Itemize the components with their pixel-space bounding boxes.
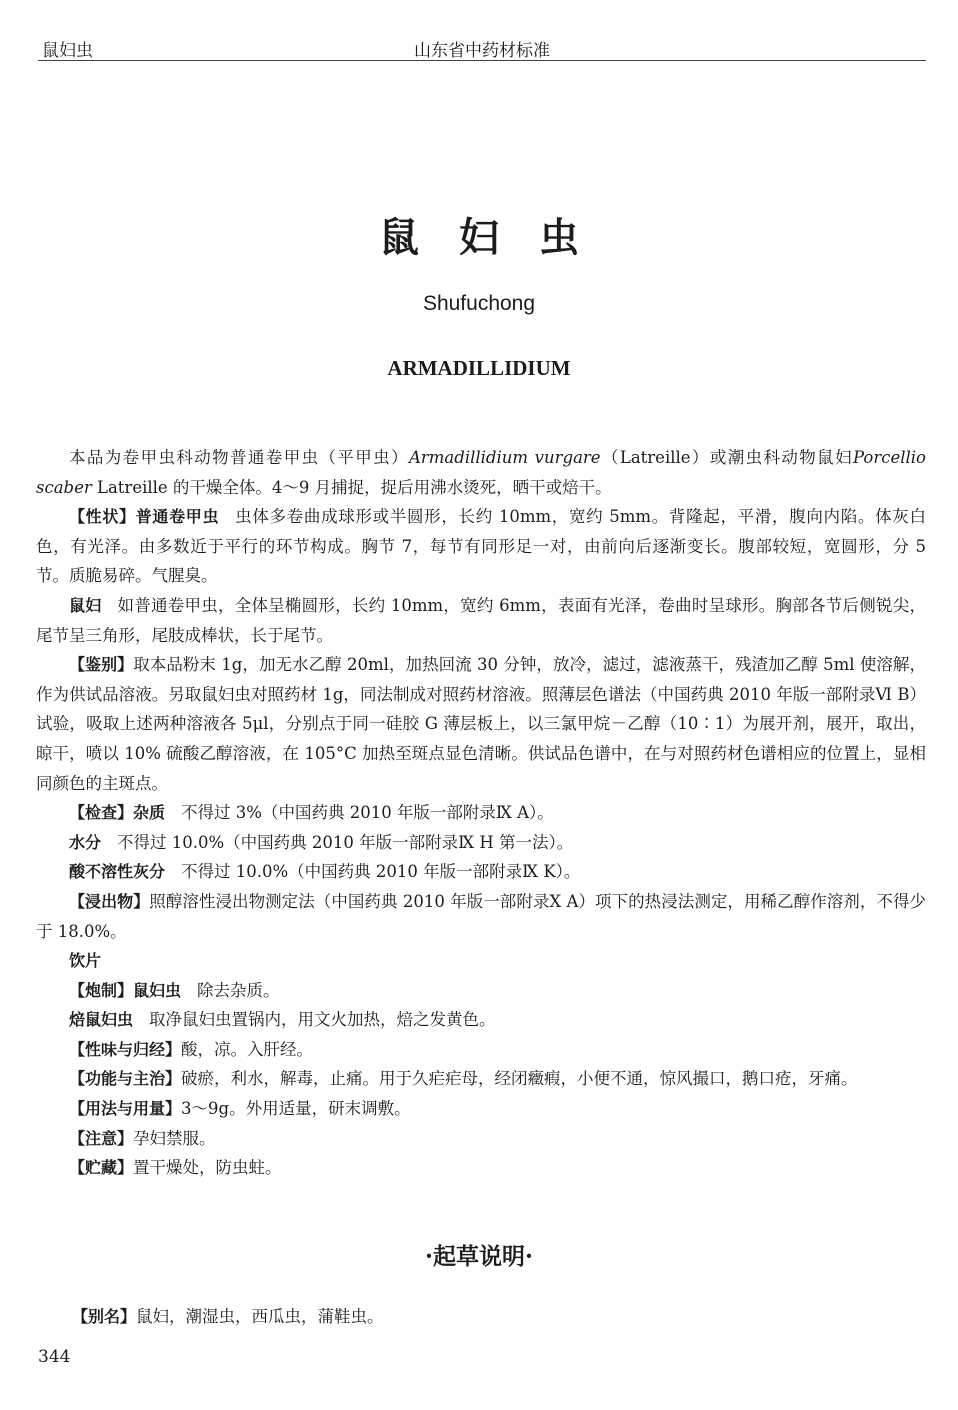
jiancha-paragraph-3: 酸不溶性灰分 不得过 10.0%（中国药典 2010 年版一部附录Ⅸ K）。 — [69, 862, 581, 882]
species-name-2: Porcellio scaber — [36, 448, 926, 497]
species-name-1: Armadillidium vurgare — [408, 448, 601, 467]
subsection-label: 鼠妇 — [69, 595, 102, 615]
zhuyi-paragraph: 【注意】孕妇禁服。 — [69, 1128, 216, 1148]
header-left: 鼠妇虫 — [42, 41, 93, 61]
subsection-label: 焙鼠妇虫 — [69, 1010, 134, 1030]
section-label: 【功能与主治】 — [69, 1069, 182, 1089]
section-label: 【贮藏】 — [69, 1158, 134, 1178]
section-label: 【注意】 — [69, 1128, 134, 1148]
section-label: 【性状】 — [69, 507, 136, 527]
alias-paragraph: 【别名】鼠妇，潮湿虫，西瓜虫，蒲鞋虫。 — [72, 1307, 384, 1326]
monograph-body — [36, 443, 926, 1183]
jiancha-paragraph: 【检查】杂质 不得过 3%（中国药典 2010 年版一部附录Ⅸ A）。 — [69, 803, 554, 823]
header-center: 山东省中药材标准 — [414, 41, 550, 61]
xingwei-paragraph: 【性味与归经】酸，凉。入肝经。 — [69, 1039, 314, 1059]
section-label: 【性味与归经】 — [69, 1039, 182, 1059]
subsection-label: 普通卷甲虫 — [135, 507, 220, 527]
subsection-label: 水分 — [69, 832, 102, 852]
yongfa-paragraph: 【用法与用量】3～9g。外用适量，研末调敷。 — [69, 1099, 411, 1119]
paozhi-paragraph-2: 焙鼠妇虫 取净鼠妇虫置锅内，用文火加热，焙之发黄色。 — [69, 1010, 496, 1030]
section-label: 【用法与用量】 — [69, 1099, 182, 1119]
xingzhuang-paragraph-2: 鼠妇 如普通卷甲虫，全体呈椭圆形，长约 10mm，宽约 6mm，表面有光泽，卷曲时呈球形。胸部各节后侧锐尖，尾节呈三角形，尾肢成棒状，长于尾节。 — [36, 595, 926, 645]
section-label: 【别名】 — [72, 1307, 137, 1326]
jianbie-paragraph: 【鉴别】取本品粉末 1g，加无水乙醇 20ml，加热回流 30 分钟，放冷，滤过，滤液蒸干，残渣加乙醇 5ml 使溶解，作为供试品溶液。另取鼠妇虫对照药材 1g，同法制成对照药材溶液。照薄层色谱法（中国药典 2010 年版一部附录Ⅵ B）试验，吸取上述两种溶液各 5μl，分别点于同一硅胶 G 薄层板上，以三氯甲烷－乙醇（10∶1）为展开剂，展开，取出，晾干，喷以 10% 硫酸乙醇溶液，在 105°C 加热至斑点显色清晰。供试品色谱中，在与对照药材色谱相应的位置上，显相同颜色的主斑点。 — [36, 655, 926, 793]
subsection-label: 酸不溶性灰分 — [69, 862, 166, 882]
page-title: 鼠妇虫 — [379, 215, 619, 261]
subsection-label: 鼠妇虫 — [133, 980, 182, 1000]
intro-paragraph: 本品为卷甲虫科动物普通卷甲虫（平甲虫）Armadillidium vurgare（Latreille）或潮虫科动物鼠妇Porcellio scaber Latreille 的干燥全体。4～9 月捕捉，捉后用沸水烫死，晒干或焙干。 — [36, 448, 926, 497]
section-label: 【鉴别】 — [69, 655, 134, 675]
gongneng-paragraph: 【功能与主治】破瘀，利水，解毒，止痛。用于久疟疟母，经闭癥瘕，小便不通，惊风撮口，鹅口疮，牙痛。 — [69, 1069, 858, 1089]
section-label: 【浸出物】 — [69, 891, 150, 911]
section-label: 【炮制】 — [69, 980, 134, 1000]
yinpian-heading: 饮片 — [69, 951, 102, 971]
pinyin-title: Shufuchong — [422, 292, 536, 315]
page-number: 344 — [38, 1347, 71, 1367]
zhucang-paragraph: 【贮藏】置干燥处，防虫蛀。 — [69, 1158, 282, 1178]
paozhi-paragraph: 【炮制】鼠妇虫 除去杂质。 — [69, 980, 280, 1000]
jinchuwu-paragraph: 【浸出物】照醇溶性浸出物测定法（中国药典 2010 年版一部附录Ⅹ A）项下的热浸法测定，用稀乙醇作溶剂，不得少于 18.0%。 — [36, 891, 926, 941]
section-label: 【检查】 — [69, 803, 134, 823]
latin-title: ARMADILLIDIUM — [387, 356, 571, 380]
draft-notes-heading: ·起草说明· — [424, 1243, 533, 1270]
running-header — [38, 30, 926, 61]
subsection-label: 杂质 — [133, 803, 166, 823]
xingzhuang-paragraph: 【性状】普通卷甲虫 虫体多卷曲成球形或半圆形，长约 10mm，宽约 5mm。背隆起，平滑，腹向内陷。体灰白色，有光泽。由多数近于平行的环节构成。胸节 7，每节有同形足一对，由前向后逐渐变长。腹部较短，宽圆形，分 5 节。质脆易碎。气腥臭。 — [36, 507, 926, 586]
jiancha-paragraph-2: 水分 不得过 10.0%（中国药典 2010 年版一部附录Ⅸ H 第一法）。 — [69, 832, 574, 852]
